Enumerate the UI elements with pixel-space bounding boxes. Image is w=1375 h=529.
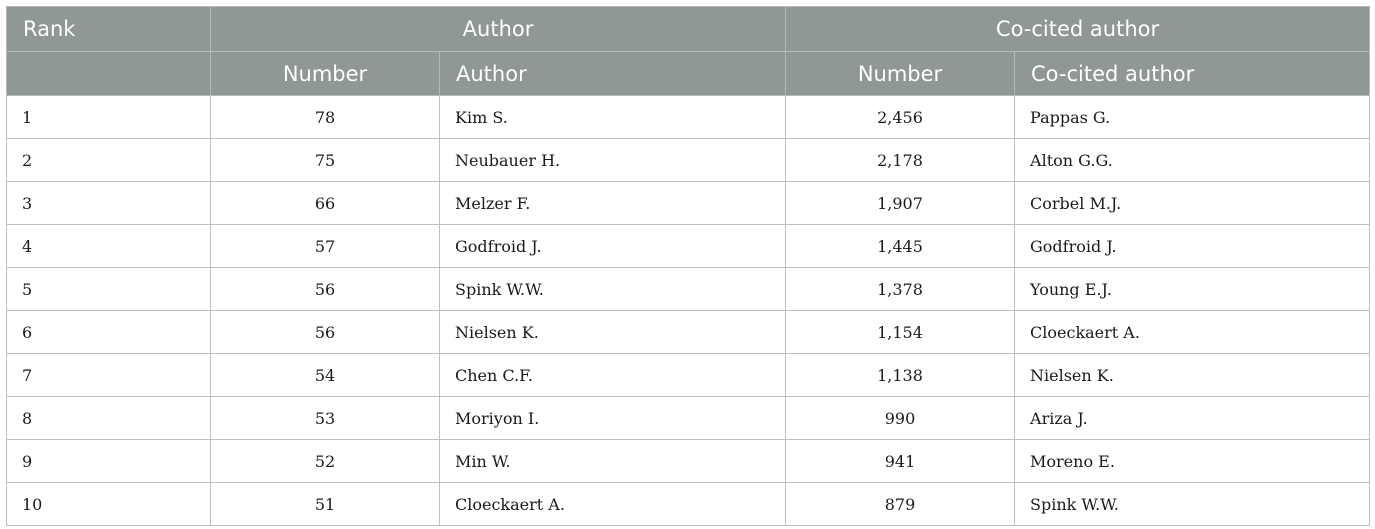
cocited-number-cell: 1,378 xyxy=(786,268,1015,311)
author-name-cell: Chen C.F. xyxy=(440,354,786,397)
author-number-cell: 54 xyxy=(211,354,440,397)
cocited-number-cell: 1,907 xyxy=(786,182,1015,225)
cocited-number-cell: 879 xyxy=(786,483,1015,526)
table-row xyxy=(7,483,1370,526)
author-number-cell: 56 xyxy=(211,268,440,311)
cocited-number-cell: 1,138 xyxy=(786,354,1015,397)
author-number-cell: 57 xyxy=(211,225,440,268)
author-name-cell: Spink W.W. xyxy=(440,268,786,311)
rank-cell: 8 xyxy=(7,397,211,440)
header-row-sub xyxy=(7,52,1370,96)
cocited-number-header: Number xyxy=(786,52,1015,96)
rank-cell: 3 xyxy=(7,182,211,225)
author-name-cell: Min W. xyxy=(440,440,786,483)
author-name-cell: Neubauer H. xyxy=(440,139,786,182)
rank-subheader-empty xyxy=(7,52,211,96)
rank-cell: 9 xyxy=(7,440,211,483)
author-name-cell: Kim S. xyxy=(440,96,786,139)
author-number-cell: 52 xyxy=(211,440,440,483)
author-number-cell: 51 xyxy=(211,483,440,526)
header-row-top xyxy=(7,7,1370,52)
author-cocitation-table xyxy=(6,6,1370,526)
table-row xyxy=(7,225,1370,268)
cocited-number-cell: 2,178 xyxy=(786,139,1015,182)
cocited-name-cell: Corbel M.J. xyxy=(1015,182,1370,225)
cocited-name-cell: Young E.J. xyxy=(1015,268,1370,311)
rank-cell: 10 xyxy=(7,483,211,526)
author-number-cell: 75 xyxy=(211,139,440,182)
table-row xyxy=(7,311,1370,354)
author-number-cell: 56 xyxy=(211,311,440,354)
rank-cell: 1 xyxy=(7,96,211,139)
table-row xyxy=(7,139,1370,182)
cocited-name-cell: Godfroid J. xyxy=(1015,225,1370,268)
table-row xyxy=(7,268,1370,311)
cocited-name-cell: Pappas G. xyxy=(1015,96,1370,139)
author-name-cell: Nielsen K. xyxy=(440,311,786,354)
author-number-cell: 53 xyxy=(211,397,440,440)
rank-header: Rank xyxy=(7,7,211,52)
cocited-name-header: Co-cited author xyxy=(1015,52,1370,96)
cocited-name-cell: Moreno E. xyxy=(1015,440,1370,483)
cocited-name-cell: Ariza J. xyxy=(1015,397,1370,440)
rank-cell: 2 xyxy=(7,139,211,182)
author-name-cell: Cloeckaert A. xyxy=(440,483,786,526)
table-body xyxy=(7,96,1370,526)
table-row xyxy=(7,182,1370,225)
table-row xyxy=(7,354,1370,397)
cocited-group-header: Co-cited author xyxy=(786,7,1370,52)
author-name-cell: Moriyon I. xyxy=(440,397,786,440)
author-number-header: Number xyxy=(211,52,440,96)
cocited-name-cell: Nielsen K. xyxy=(1015,354,1370,397)
rank-cell: 5 xyxy=(7,268,211,311)
author-group-header: Author xyxy=(211,7,786,52)
table-row xyxy=(7,397,1370,440)
rank-cell: 6 xyxy=(7,311,211,354)
cocited-number-cell: 2,456 xyxy=(786,96,1015,139)
author-number-cell: 66 xyxy=(211,182,440,225)
author-number-cell: 78 xyxy=(211,96,440,139)
author-name-cell: Melzer F. xyxy=(440,182,786,225)
table-row xyxy=(7,96,1370,139)
cocited-number-cell: 941 xyxy=(786,440,1015,483)
table-row xyxy=(7,440,1370,483)
cocited-name-cell: Cloeckaert A. xyxy=(1015,311,1370,354)
cocited-number-cell: 1,445 xyxy=(786,225,1015,268)
author-name-header: Author xyxy=(440,52,786,96)
cocited-name-cell: Spink W.W. xyxy=(1015,483,1370,526)
rank-cell: 4 xyxy=(7,225,211,268)
author-name-cell: Godfroid J. xyxy=(440,225,786,268)
cocited-number-cell: 1,154 xyxy=(786,311,1015,354)
cocited-name-cell: Alton G.G. xyxy=(1015,139,1370,182)
cocited-number-cell: 990 xyxy=(786,397,1015,440)
table-header xyxy=(7,7,1370,96)
rank-cell: 7 xyxy=(7,354,211,397)
